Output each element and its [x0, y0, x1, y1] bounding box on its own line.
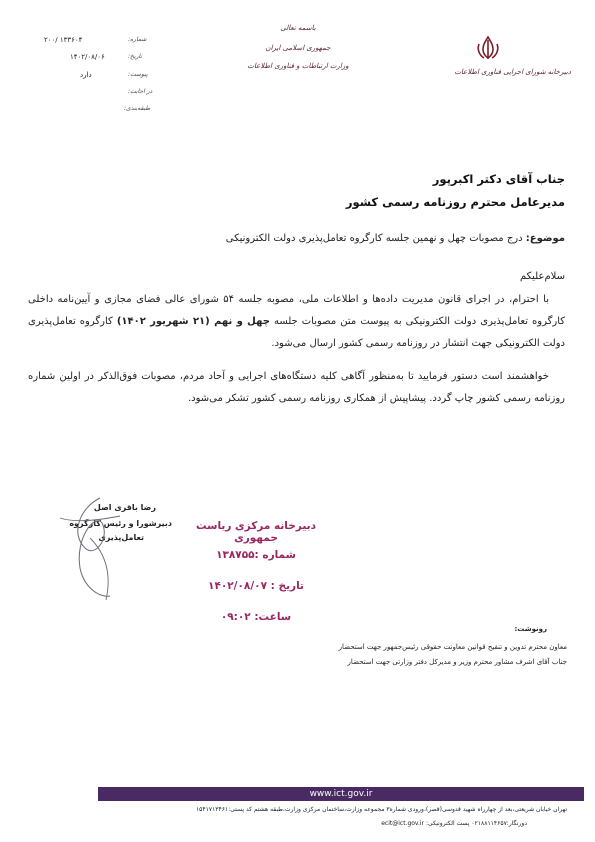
letter-number — [44, 36, 82, 44]
stamp-office: دبیرخانه مرکزی ریاست جمهوری — [196, 520, 316, 544]
paragraph-1-bold: چهل و نهم (۲۱ شهریور ۱۴۰۲) — [116, 316, 270, 327]
paragraph-1-text-b: کارگروه تعامل‌پذیری دولت الکترونیکی جهت انتشار در روزنامه رسمی کشور ارسال می‌شود. — [28, 316, 565, 349]
attachment-value: دارد — [80, 71, 92, 79]
iran-emblem-icon — [474, 34, 502, 62]
cc-label: رونوشت: — [514, 625, 547, 633]
paragraph-1 — [28, 289, 565, 355]
signer-title-2: تعامل‌پذیری — [98, 533, 144, 542]
stamp-date: تاریخ : ۱۴۰۲/۰۸/۰۷ — [208, 580, 304, 592]
cc-line-2: جناب آقای اشرف مشاور محترم وزیر و مدیرکل دفتر وزارتی جهت استحضار — [347, 658, 567, 666]
stamp-number: شماره :۱۳۸۷۵۵ — [216, 549, 296, 561]
letter-number-value: ۲۰۰/ ۱۳۳۶۰۴ — [44, 36, 83, 44]
subject-line — [226, 233, 565, 244]
footer-website[interactable]: www.ict.gov.ir — [309, 789, 373, 799]
footer-contact: دورنگار:۰۲۱۸۸۱۱۴۶۵۷ پست الکترونیکی: ecit@ict.gov.ir — [381, 820, 527, 827]
letter-number-label: شماره: — [128, 36, 147, 43]
signer-name: رضا باقری اصل — [93, 503, 156, 512]
cc-line-1: معاون محترم تدوین و تنقیح قوانین معاونت حقوقی رئیس‌جمهور جهت استحضار — [338, 643, 567, 651]
addressee-title: مدیرعامل محترم روزنامه رسمی کشور — [345, 195, 565, 209]
republic-name: جمهوری اسلامی ایران — [265, 44, 331, 52]
addressee-name: جناب آقای دکتر اکبرپور — [432, 172, 565, 186]
subject-text: درج مصوبات چهل و نهمین جلسه کارگروه تعامل‌پذیری دولت الکترونیکی — [225, 233, 523, 244]
paragraph-1-text-a: با احترام، در اجرای قانون مدیریت داده‌ها و اطلاعات ملی، مصوبه جلسه ۵۴ شورای عالی فضای مجازی و آیین‌نامه داخلی کارگروه تعامل‌پذیری دولت الکترونیکی به پیوست متن مصوبات جلسه — [28, 294, 566, 327]
bismillah: باسمه تعالی — [280, 24, 316, 32]
stamp-time: ساعت: ۰۹:۰۲ — [220, 611, 292, 623]
letter-date-label: تاریخ: — [128, 53, 142, 60]
footer-website-bar — [98, 787, 584, 801]
attachment-label: پیوست: — [128, 71, 148, 78]
council-secretariat: دبیرخانه شورای اجرایی فناوری اطلاعات — [454, 68, 571, 76]
reference-label: در اجابت: — [128, 88, 153, 95]
paragraph-2: خواهشمند است دستور فرمایید تا به‌منظور آگاهی کلیه دستگاه‌های اجرایی و آحاد مردم، مصوبات فوق‌الذکر در اولین شماره روزنامه رسمی کشور چاپ گردد. پیشاپیش از همکاری روزنامه رسمی کشور تشکر می‌شود. — [28, 371, 565, 404]
classification-label: طبقه‌بندی: — [124, 105, 151, 112]
greeting: سلام‌علیکم — [519, 271, 565, 282]
letter-date-value: ۱۴۰۲/۰۸/۰۶ — [70, 53, 105, 61]
ministry-name: وزارت ارتباطات و فناوری اطلاعات — [247, 62, 349, 70]
footer-address: تهران خیابان شریعتی،بعد از چهارراه شهید قدوسی(قصر)،ورودی شماره۳ مجموعه وزارت،ساختمان مرکزی وزارت،طبقه هشتم کد پستی:۱۵۴۱۷۱۳۴۶۱ — [195, 806, 567, 813]
subject-label: موضوع: — [525, 233, 565, 244]
signer-title-1: دبیرشورا و رئیس کارگروه — [69, 519, 172, 528]
handwritten-signature — [40, 478, 150, 608]
